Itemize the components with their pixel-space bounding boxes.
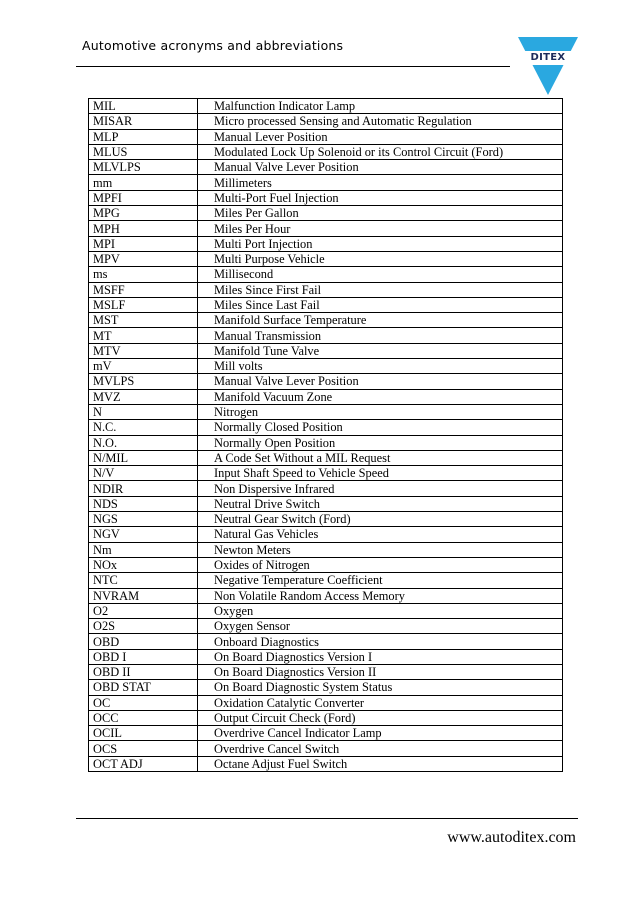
acronym-cell: MPI bbox=[89, 236, 198, 251]
meaning-cell: Negative Temperature Coefficient bbox=[198, 573, 563, 588]
page-header-title: Automotive acronyms and abbreviations bbox=[82, 38, 344, 53]
meaning-cell: Mill volts bbox=[198, 359, 563, 374]
meaning-cell: Oxygen bbox=[198, 603, 563, 618]
acronym-cell: OCS bbox=[89, 741, 198, 756]
table-row bbox=[89, 144, 563, 159]
table-row bbox=[89, 710, 563, 725]
table-row bbox=[89, 420, 563, 435]
meaning-cell: On Board Diagnostics Version II bbox=[198, 664, 563, 679]
acronym-cell: MIL bbox=[89, 99, 198, 114]
acronym-table bbox=[88, 98, 563, 772]
acronym-cell: OBD I bbox=[89, 649, 198, 664]
table-row bbox=[89, 588, 563, 603]
table-row bbox=[89, 282, 563, 297]
table-row bbox=[89, 680, 563, 695]
meaning-cell: Manual Transmission bbox=[198, 328, 563, 343]
table-row bbox=[89, 466, 563, 481]
acronym-cell: MVZ bbox=[89, 389, 198, 404]
table-row bbox=[89, 756, 563, 771]
acronym-cell: OBD II bbox=[89, 664, 198, 679]
acronym-cell: NGS bbox=[89, 512, 198, 527]
acronym-cell: mV bbox=[89, 359, 198, 374]
acronym-cell: MSLF bbox=[89, 297, 198, 312]
meaning-cell: Manifold Vacuum Zone bbox=[198, 389, 563, 404]
table-row bbox=[89, 114, 563, 129]
meaning-cell: Normally Closed Position bbox=[198, 420, 563, 435]
table-row bbox=[89, 619, 563, 634]
meaning-cell: Multi Port Injection bbox=[198, 236, 563, 251]
acronym-cell: Nm bbox=[89, 542, 198, 557]
acronym-cell: MST bbox=[89, 313, 198, 328]
acronym-cell: MVLPS bbox=[89, 374, 198, 389]
table-row bbox=[89, 649, 563, 664]
acronym-cell: NDS bbox=[89, 496, 198, 511]
meaning-cell: Non Dispersive Infrared bbox=[198, 481, 563, 496]
table-row bbox=[89, 99, 563, 114]
meaning-cell: Manifold Tune Valve bbox=[198, 343, 563, 358]
table-row bbox=[89, 695, 563, 710]
meaning-cell: Oxygen Sensor bbox=[198, 619, 563, 634]
meaning-cell: Manual Valve Lever Position bbox=[198, 160, 563, 175]
acronym-cell: NOx bbox=[89, 557, 198, 572]
acronym-cell: MPFI bbox=[89, 190, 198, 205]
acronym-cell: O2 bbox=[89, 603, 198, 618]
acronym-cell: MPV bbox=[89, 251, 198, 266]
acronym-cell: N.O. bbox=[89, 435, 198, 450]
acronym-cell: N/V bbox=[89, 466, 198, 481]
meaning-cell: Neutral Drive Switch bbox=[198, 496, 563, 511]
table-row bbox=[89, 343, 563, 358]
meaning-cell: Normally Open Position bbox=[198, 435, 563, 450]
meaning-cell: Millisecond bbox=[198, 267, 563, 282]
meaning-cell: Modulated Lock Up Solenoid or its Control Circuit (Ford) bbox=[198, 144, 563, 159]
table-row bbox=[89, 236, 563, 251]
table-row bbox=[89, 206, 563, 221]
meaning-cell: Manual Valve Lever Position bbox=[198, 374, 563, 389]
acronym-cell: ms bbox=[89, 267, 198, 282]
table-row bbox=[89, 741, 563, 756]
ditex-logo bbox=[518, 37, 578, 97]
table-row bbox=[89, 359, 563, 374]
acronym-cell: MPG bbox=[89, 206, 198, 221]
meaning-cell: A Code Set Without a MIL Request bbox=[198, 450, 563, 465]
acronym-cell: NGV bbox=[89, 527, 198, 542]
table-row bbox=[89, 664, 563, 679]
meaning-cell: Manual Lever Position bbox=[198, 129, 563, 144]
table-row bbox=[89, 603, 563, 618]
footer-divider bbox=[76, 818, 578, 819]
acronym-cell: NVRAM bbox=[89, 588, 198, 603]
table-row bbox=[89, 726, 563, 741]
table-row bbox=[89, 175, 563, 190]
meaning-cell: Miles Per Gallon bbox=[198, 206, 563, 221]
meaning-cell: Miles Since Last Fail bbox=[198, 297, 563, 312]
acronym-cell: NDIR bbox=[89, 481, 198, 496]
acronym-cell: MTV bbox=[89, 343, 198, 358]
meaning-cell: Overdrive Cancel Indicator Lamp bbox=[198, 726, 563, 741]
meaning-cell: Input Shaft Speed to Vehicle Speed bbox=[198, 466, 563, 481]
meaning-cell: Millimeters bbox=[198, 175, 563, 190]
header-divider bbox=[76, 66, 510, 67]
meaning-cell: Newton Meters bbox=[198, 542, 563, 557]
table-row bbox=[89, 190, 563, 205]
meaning-cell: Onboard Diagnostics bbox=[198, 634, 563, 649]
table-row bbox=[89, 496, 563, 511]
table-row bbox=[89, 313, 563, 328]
acronym-cell: N.C. bbox=[89, 420, 198, 435]
table-row bbox=[89, 404, 563, 419]
acronym-cell: mm bbox=[89, 175, 198, 190]
table-row bbox=[89, 557, 563, 572]
acronym-cell: OBD bbox=[89, 634, 198, 649]
meaning-cell: Oxidation Catalytic Converter bbox=[198, 695, 563, 710]
table-row bbox=[89, 481, 563, 496]
acronym-cell: OCIL bbox=[89, 726, 198, 741]
meaning-cell: Overdrive Cancel Switch bbox=[198, 741, 563, 756]
ditex-logo-triangle-icon bbox=[518, 37, 578, 97]
meaning-cell: Output Circuit Check (Ford) bbox=[198, 710, 563, 725]
acronym-cell: N bbox=[89, 404, 198, 419]
table-row bbox=[89, 450, 563, 465]
meaning-cell: Micro processed Sensing and Automatic Regulation bbox=[198, 114, 563, 129]
table-row bbox=[89, 374, 563, 389]
meaning-cell: Octane Adjust Fuel Switch bbox=[198, 756, 563, 771]
acronym-cell: NTC bbox=[89, 573, 198, 588]
meaning-cell: Malfunction Indicator Lamp bbox=[198, 99, 563, 114]
logo-text: DITEX bbox=[530, 52, 566, 63]
acronym-cell: MISAR bbox=[89, 114, 198, 129]
meaning-cell: Multi Purpose Vehicle bbox=[198, 251, 563, 266]
table-row bbox=[89, 160, 563, 175]
meaning-cell: Nitrogen bbox=[198, 404, 563, 419]
table-row bbox=[89, 251, 563, 266]
table-row bbox=[89, 221, 563, 236]
meaning-cell: Non Volatile Random Access Memory bbox=[198, 588, 563, 603]
meaning-cell: On Board Diagnostics Version I bbox=[198, 649, 563, 664]
acronym-cell: MLP bbox=[89, 129, 198, 144]
table-row bbox=[89, 527, 563, 542]
meaning-cell: Manifold Surface Temperature bbox=[198, 313, 563, 328]
acronym-cell: MSFF bbox=[89, 282, 198, 297]
table-row bbox=[89, 435, 563, 450]
acronym-cell: N/MIL bbox=[89, 450, 198, 465]
acronym-cell: MLUS bbox=[89, 144, 198, 159]
acronym-table-body bbox=[89, 99, 563, 772]
acronym-cell: OBD STAT bbox=[89, 680, 198, 695]
meaning-cell: Neutral Gear Switch (Ford) bbox=[198, 512, 563, 527]
table-row bbox=[89, 129, 563, 144]
table-row bbox=[89, 573, 563, 588]
acronym-cell: OCT ADJ bbox=[89, 756, 198, 771]
acronym-cell: MT bbox=[89, 328, 198, 343]
table-row bbox=[89, 542, 563, 557]
acronym-cell: OC bbox=[89, 695, 198, 710]
meaning-cell: Oxides of Nitrogen bbox=[198, 557, 563, 572]
meaning-cell: Miles Per Hour bbox=[198, 221, 563, 236]
table-row bbox=[89, 267, 563, 282]
meaning-cell: On Board Diagnostic System Status bbox=[198, 680, 563, 695]
acronym-cell: O2S bbox=[89, 619, 198, 634]
acronym-cell: MPH bbox=[89, 221, 198, 236]
meaning-cell: Miles Since First Fail bbox=[198, 282, 563, 297]
table-row bbox=[89, 634, 563, 649]
table-row bbox=[89, 512, 563, 527]
meaning-cell: Multi-Port Fuel Injection bbox=[198, 190, 563, 205]
meaning-cell: Natural Gas Vehicles bbox=[198, 527, 563, 542]
table-row bbox=[89, 297, 563, 312]
footer-website-url: www.autoditex.com bbox=[447, 829, 576, 846]
table-row bbox=[89, 328, 563, 343]
table-row bbox=[89, 389, 563, 404]
acronym-cell: MLVLPS bbox=[89, 160, 198, 175]
acronym-cell: OCC bbox=[89, 710, 198, 725]
